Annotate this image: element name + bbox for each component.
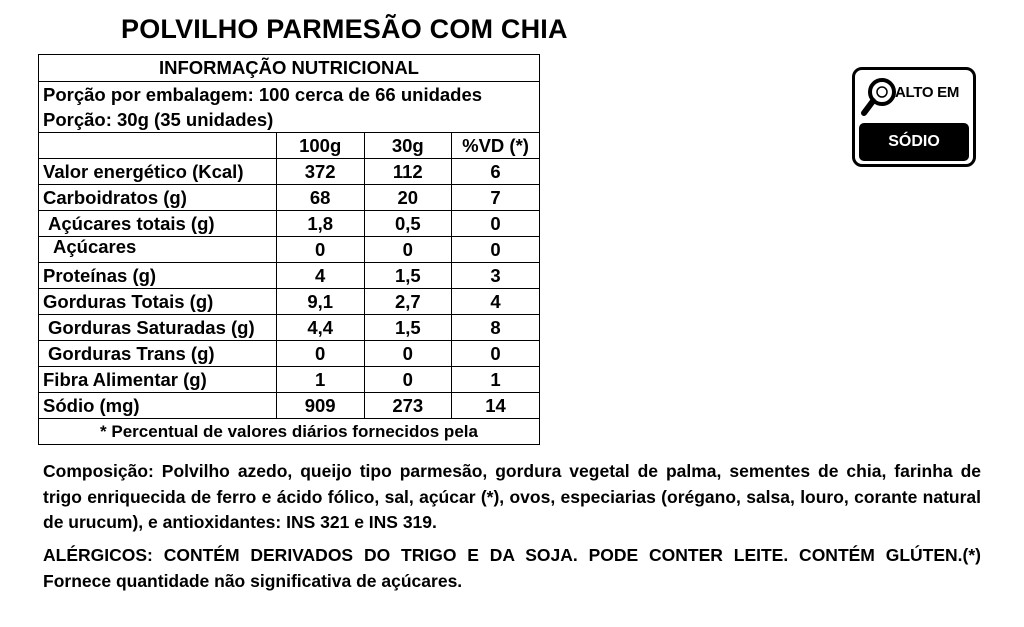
row-value-100g: 372: [276, 159, 364, 185]
row-value-vd: 0: [452, 237, 540, 263]
row-value-vd: 4: [452, 289, 540, 315]
table-row: [39, 237, 540, 263]
seal-line-1: ALTO EM: [895, 84, 960, 101]
row-label: Açúcares: [39, 237, 277, 263]
row-value-30g: 112: [364, 159, 452, 185]
row-value-30g: 2,7: [364, 289, 452, 315]
portion-size: Porção: 30g (35 unidades): [39, 107, 540, 133]
row-label: Gorduras Trans (g): [39, 341, 277, 367]
column-header-vd: %VD (*): [452, 133, 540, 159]
row-label: Gorduras Saturadas (g): [39, 315, 277, 341]
row-value-30g: 273: [364, 393, 452, 419]
row-value-30g: 20: [364, 185, 452, 211]
row-value-30g: 0: [364, 367, 452, 393]
row-value-100g: 0: [276, 341, 364, 367]
high-sodium-seal: [852, 67, 976, 167]
row-label: Fibra Alimentar (g): [39, 367, 277, 393]
table-row: [39, 341, 540, 367]
table-footnote: * Percentual de valores diários fornecidos pela: [39, 419, 540, 445]
composition-text: Composição: Polvilho azedo, queijo tipo parmesão, gordura vegetal de palma, sementes de chia, farinha de trigo enriquecida de ferro e ácido fólico, sal, açúcar (*), ovos, especiarias (orégano, salsa, louro, corante natural de urucum), e antioxidantes: INS 321 e INS 319.: [43, 461, 981, 532]
row-value-100g: 9,1: [276, 289, 364, 315]
column-header-100g: 100g: [276, 133, 364, 159]
row-value-30g: 0: [364, 237, 452, 263]
seal-top: [855, 70, 973, 120]
table-header: INFORMAÇÃO NUTRICIONAL: [39, 55, 540, 82]
row-value-30g: 0: [364, 341, 452, 367]
table-row: [39, 289, 540, 315]
row-label: Gorduras Totais (g): [39, 289, 277, 315]
table-row: [39, 263, 540, 289]
row-value-vd: 7: [452, 185, 540, 211]
row-value-vd: 3: [452, 263, 540, 289]
row-value-vd: 1: [452, 367, 540, 393]
row-value-30g: 1,5: [364, 315, 452, 341]
column-header-30g: 30g: [364, 133, 452, 159]
row-label: Proteínas (g): [39, 263, 277, 289]
product-title: POLVILHO PARMESÃO COM CHIA: [121, 14, 568, 44]
row-label: Açúcares totais (g): [39, 211, 277, 237]
row-label: Carboidratos (g): [39, 185, 277, 211]
row-label: Sódio (mg): [39, 393, 277, 419]
table-row: [39, 159, 540, 185]
row-value-vd: 0: [452, 211, 540, 237]
column-header-row: [39, 133, 540, 159]
magnifier-icon: [860, 75, 900, 119]
table-row: [39, 315, 540, 341]
allergens-text: ALÉRGICOS: CONTÉM DERIVADOS DO TRIGO E DA SOJA. PODE CONTER LEITE. CONTÉM GLÚTEN.(*) Fornece quantidade não significativa de açúcares.: [43, 545, 981, 591]
row-value-vd: 14: [452, 393, 540, 419]
column-header-blank: [39, 133, 277, 159]
row-value-100g: 1,8: [276, 211, 364, 237]
nutrition-table: [38, 54, 540, 445]
row-value-100g: 4: [276, 263, 364, 289]
row-value-vd: 8: [452, 315, 540, 341]
row-value-100g: 4,4: [276, 315, 364, 341]
table-row: [39, 393, 540, 419]
row-value-30g: 1,5: [364, 263, 452, 289]
table-row: [39, 211, 540, 237]
row-value-vd: 6: [452, 159, 540, 185]
portions-per-package: Porção por embalagem: 100 cerca de 66 unidades: [39, 82, 540, 108]
table-row: [39, 185, 540, 211]
row-label: Valor energético (Kcal): [39, 159, 277, 185]
row-value-100g: 68: [276, 185, 364, 211]
row-value-vd: 0: [452, 341, 540, 367]
row-value-100g: 1: [276, 367, 364, 393]
row-value-100g: 909: [276, 393, 364, 419]
row-value-100g: 0: [276, 237, 364, 263]
seal-line-2: SÓDIO: [859, 123, 969, 161]
table-row: [39, 367, 540, 393]
row-value-30g: 0,5: [364, 211, 452, 237]
